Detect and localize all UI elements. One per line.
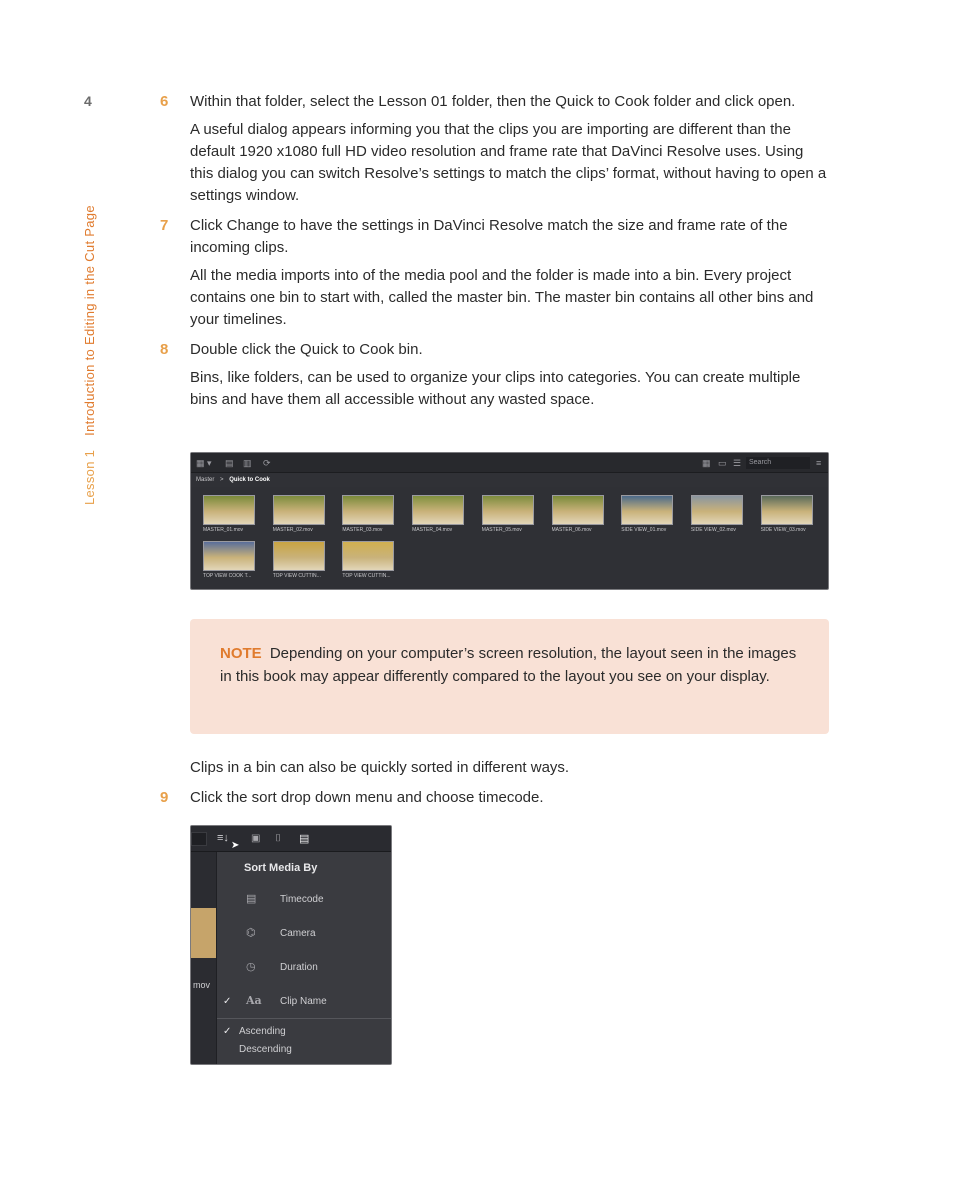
clip-name: TOP VIEW CUTTIN... — [342, 573, 391, 579]
clip-item[interactable] — [342, 495, 396, 533]
sort-toolbar — [191, 826, 391, 852]
clip-item[interactable] — [203, 495, 257, 533]
clip-name: MASTER_03.mov — [342, 527, 383, 533]
clip-thumbnail — [761, 495, 813, 525]
step-8 — [160, 339, 830, 361]
cursor-icon: ➤ — [231, 840, 240, 851]
menu-item-label: Descending — [239, 1044, 292, 1055]
frame-view-icon[interactable]: ⌷ — [275, 833, 281, 844]
step-text: Click Change to have the settings in DaVinci Resolve match the size and frame rate of the incoming clips. — [190, 217, 788, 256]
clip-item[interactable] — [621, 495, 675, 533]
clip-thumbnail — [482, 495, 534, 525]
clip-name: MASTER_05.mov — [481, 527, 522, 533]
menu-item-label: Timecode — [280, 894, 324, 905]
step-number: 8 — [160, 341, 169, 358]
clip-name: TOP VIEW COOK T... — [203, 573, 252, 579]
panel-toggle-icon[interactable]: ▦ ▾ — [196, 458, 212, 468]
clip-thumbnail — [273, 541, 325, 571]
breadcrumb-separator: > — [220, 477, 224, 483]
clip-name: MASTER_06.mov — [551, 527, 592, 533]
menu-divider — [217, 1018, 392, 1019]
clip-item[interactable] — [761, 495, 815, 533]
running-header-chapter: Introduction to Editing in the Cut Page — [82, 205, 97, 436]
refresh-icon[interactable]: ⟳ — [263, 458, 271, 468]
check-icon: ✓ — [223, 996, 232, 1007]
menu-item-label: Camera — [280, 928, 316, 939]
running-header — [82, 145, 97, 505]
clip-item[interactable] — [412, 495, 466, 533]
breadcrumb-root[interactable]: Master — [196, 477, 215, 483]
page-number: 4 — [84, 93, 92, 109]
running-header-lesson: Lesson 1 — [82, 449, 97, 505]
check-icon: ✓ — [223, 1026, 232, 1037]
step-7 — [160, 215, 830, 259]
menu-item-label: Ascending — [239, 1026, 286, 1037]
clip-name: SIDE VIEW_01.mov — [621, 527, 667, 533]
menu-item-timecode[interactable] — [217, 888, 392, 912]
clip-item[interactable] — [342, 541, 396, 579]
menu-item-camera[interactable] — [217, 922, 392, 946]
step-6 — [160, 91, 830, 113]
sort-instructions — [160, 757, 830, 815]
step-number: 6 — [160, 93, 169, 110]
step-detail: Bins, like folders, can be used to organize your clips into categories. You can create multiple bins and have them all accessible without any wasted space. — [190, 369, 801, 408]
stopwatch-icon: ◷ — [246, 961, 256, 973]
clip-name: MASTER_04.mov — [412, 527, 453, 533]
menu-item-descending[interactable] — [239, 1044, 292, 1055]
clip-thumbnail — [691, 495, 743, 525]
camera-icon: ⌬ — [246, 927, 256, 939]
clapper-icon: ▤ — [246, 893, 257, 905]
list-view-icon[interactable]: ☰ — [733, 458, 742, 468]
sort-dropdown-menu — [216, 852, 392, 1065]
image-view-icon[interactable]: ▣ — [251, 833, 261, 844]
breadcrumb-current: Quick to Cook — [229, 477, 270, 483]
note-text: Depending on your computer’s screen resolution, the layout seen in the images in this book may appear differently compared to the layout you see on your display. — [220, 645, 797, 685]
step-number: 7 — [160, 217, 169, 234]
clip-thumbnail — [342, 541, 394, 571]
clip-name-edge: mov — [193, 980, 211, 990]
step-detail: All the media imports into of the media pool and the folder is made into a bin. Every project contains one bin to start with, called the master bin. The master bin contains all other bins and your timelines. — [190, 267, 814, 328]
media-pool-toolbar — [191, 453, 828, 473]
step-detail: A useful dialog appears informing you that the clips you are importing are different than the default 1920 x1080 full HD video resolution and frame rate that DaVinci Resolve uses. Using this dialog you can switch Resolve’s settings to match the clips’ format, without having to open a settings window. — [190, 121, 827, 204]
clip-name: MASTER_01.mov — [203, 527, 244, 533]
menu-item-ascending[interactable] — [223, 1026, 286, 1037]
clip-thumbnail-edge — [191, 908, 216, 958]
note-box — [190, 619, 829, 734]
sort-intro: Clips in a bin can also be quickly sorted in different ways. — [190, 759, 570, 776]
clip-thumbnail — [203, 541, 255, 571]
clip-thumbnail — [412, 495, 464, 525]
menu-item-label: Duration — [280, 962, 318, 973]
step-number: 9 — [160, 789, 169, 806]
media-pool-screenshot — [190, 452, 829, 590]
clip-item[interactable] — [552, 495, 606, 533]
clip-item[interactable] — [203, 541, 257, 579]
menu-item-duration[interactable] — [217, 956, 392, 980]
clip-name: MASTER_02.mov — [272, 527, 313, 533]
search-field-edge — [191, 832, 207, 846]
sort-icon[interactable]: ≡ — [816, 458, 822, 468]
sort-menu-screenshot — [190, 825, 392, 1065]
step-text: Double click the Quick to Cook bin. — [190, 341, 423, 358]
clip-item[interactable] — [273, 541, 327, 579]
instruction-list — [160, 91, 830, 419]
step-text: Within that folder, select the Lesson 01 folder, then the Quick to Cook folder and click open. — [190, 93, 796, 110]
clip-name: SIDE VIEW_02.mov — [690, 527, 736, 533]
filmstrip-view-icon[interactable]: ▤ — [299, 833, 310, 845]
clip-name: SIDE VIEW_03.mov — [760, 527, 806, 533]
new-timeline-icon[interactable]: ▥ — [243, 458, 252, 468]
new-bin-icon[interactable]: ▤ — [225, 458, 234, 468]
step-9 — [160, 787, 830, 809]
thumbnail-view-icon[interactable]: ▦ — [702, 458, 711, 468]
clip-item[interactable] — [482, 495, 536, 533]
clip-thumbnail — [203, 495, 255, 525]
media-pool-edge — [191, 852, 216, 1065]
menu-item-label: Clip Name — [280, 996, 327, 1007]
clip-thumbnail — [342, 495, 394, 525]
clip-item[interactable] — [273, 495, 327, 533]
clip-thumbnail — [273, 495, 325, 525]
clip-thumbnail — [621, 495, 673, 525]
sort-icon[interactable]: ≡↓ — [217, 832, 229, 844]
filmstrip-view-icon[interactable]: ▭ — [718, 458, 727, 468]
search-input[interactable]: Search — [746, 457, 810, 469]
step-text: Click the sort drop down menu and choose timecode. — [190, 789, 544, 806]
clip-name: TOP VIEW CUTTIN... — [272, 573, 321, 579]
menu-item-clip-name[interactable] — [217, 990, 392, 1014]
clip-thumbnail — [552, 495, 604, 525]
text-aa-icon: Aa — [246, 994, 262, 1007]
menu-title: Sort Media By — [244, 862, 318, 874]
clip-item[interactable] — [691, 495, 745, 533]
breadcrumb — [191, 473, 828, 487]
note-label: NOTE — [220, 645, 262, 662]
